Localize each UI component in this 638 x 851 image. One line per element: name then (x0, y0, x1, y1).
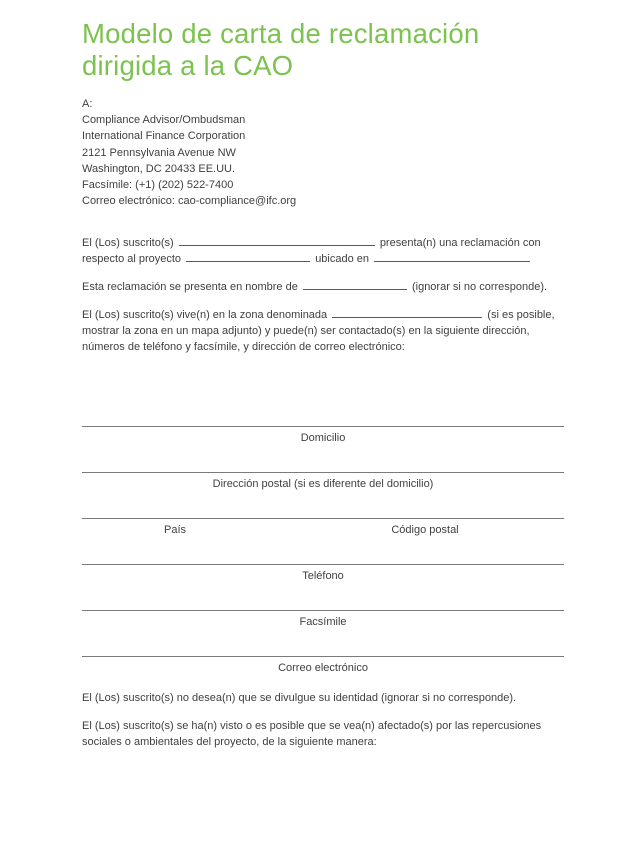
p2-text-a: Esta reclamación se presenta en nombre de (82, 281, 298, 293)
p2-text-b: (ignorar si no corresponde). (411, 281, 548, 293)
address-org2: International Finance Corporation (82, 130, 246, 143)
telefono-line[interactable] (82, 564, 564, 565)
paragraph-4: El (Los) suscrito(s) no desea(n) que se divulgue su identidad (ignorar si no corresponde). (82, 692, 517, 704)
address-org1: Compliance Advisor/Ombudsman (82, 114, 246, 127)
zone-name-blank[interactable] (332, 307, 482, 318)
codigo-postal-label: Código postal (391, 524, 459, 536)
paragraph-2 (82, 279, 582, 295)
domicilio-label: Domicilio (300, 432, 346, 444)
p1-text-c: respecto al proyecto (82, 253, 182, 265)
title-line-1: Modelo de carta de reclamación (82, 18, 480, 49)
paragraph-3-line-1 (82, 307, 582, 323)
p3-text-a: El (Los) suscrito(s) vive(n) en la zona denominada (82, 309, 328, 321)
p1-text-d: ubicado en (315, 253, 370, 265)
title-line-2: dirigida a la CAO (82, 50, 294, 81)
p1-text-a: El (Los) suscrito(s) (82, 237, 174, 249)
domicilio-line[interactable] (82, 426, 564, 427)
address-street: 2121 Pennsylvania Avenue NW (82, 146, 236, 159)
pais-label: País (163, 524, 186, 536)
paragraph-5-line-2: sociales o ambientales del proyecto, de la siguiente manera: (82, 736, 377, 748)
claimant-name-blank[interactable] (179, 235, 375, 246)
p1-text-b: presenta(n) una reclamación con (379, 237, 541, 249)
address-email: Correo electrónico: cao-compliance@ifc.org (82, 195, 297, 208)
paragraph-5-line-1: El (Los) suscrito(s) se ha(n) visto o es posible que se vea(n) afectado(s) por las repercusiones (82, 720, 542, 732)
direccion-postal-line[interactable] (82, 472, 564, 473)
correo-label: Correo electrónico (278, 662, 368, 674)
pais-codigo-line[interactable] (82, 518, 564, 519)
recipient-address (82, 96, 562, 209)
project-name-blank[interactable] (186, 251, 310, 262)
on-behalf-blank[interactable] (303, 279, 407, 290)
telefono-label: Teléfono (302, 570, 344, 582)
facsimile-line[interactable] (82, 610, 564, 611)
paragraph-3-line-3: números de teléfono y facsímile, y dirección de correo electrónico: (82, 341, 405, 353)
address-city: Washington, DC 20433 EE.UU. (82, 162, 236, 175)
page-title (82, 18, 602, 82)
project-location-blank[interactable] (374, 251, 530, 262)
paragraph-3-line-2: mostrar la zona en un mapa adjunto) y puede(n) ser contactado(s) en la siguiente dirección, (82, 325, 530, 337)
paragraph-1-line-1 (82, 235, 582, 251)
p3-text-b: (si es posible, (487, 309, 555, 321)
paragraph-1-line-2 (82, 251, 582, 267)
address-to: A: (82, 98, 93, 110)
facsimile-label: Facsímile (299, 616, 347, 628)
address-fax: Facsímile: (+1) (202) 522-7400 (82, 179, 234, 192)
correo-line[interactable] (82, 656, 564, 657)
direccion-postal-label: Dirección postal (si es diferente del domicilio) (212, 478, 434, 490)
